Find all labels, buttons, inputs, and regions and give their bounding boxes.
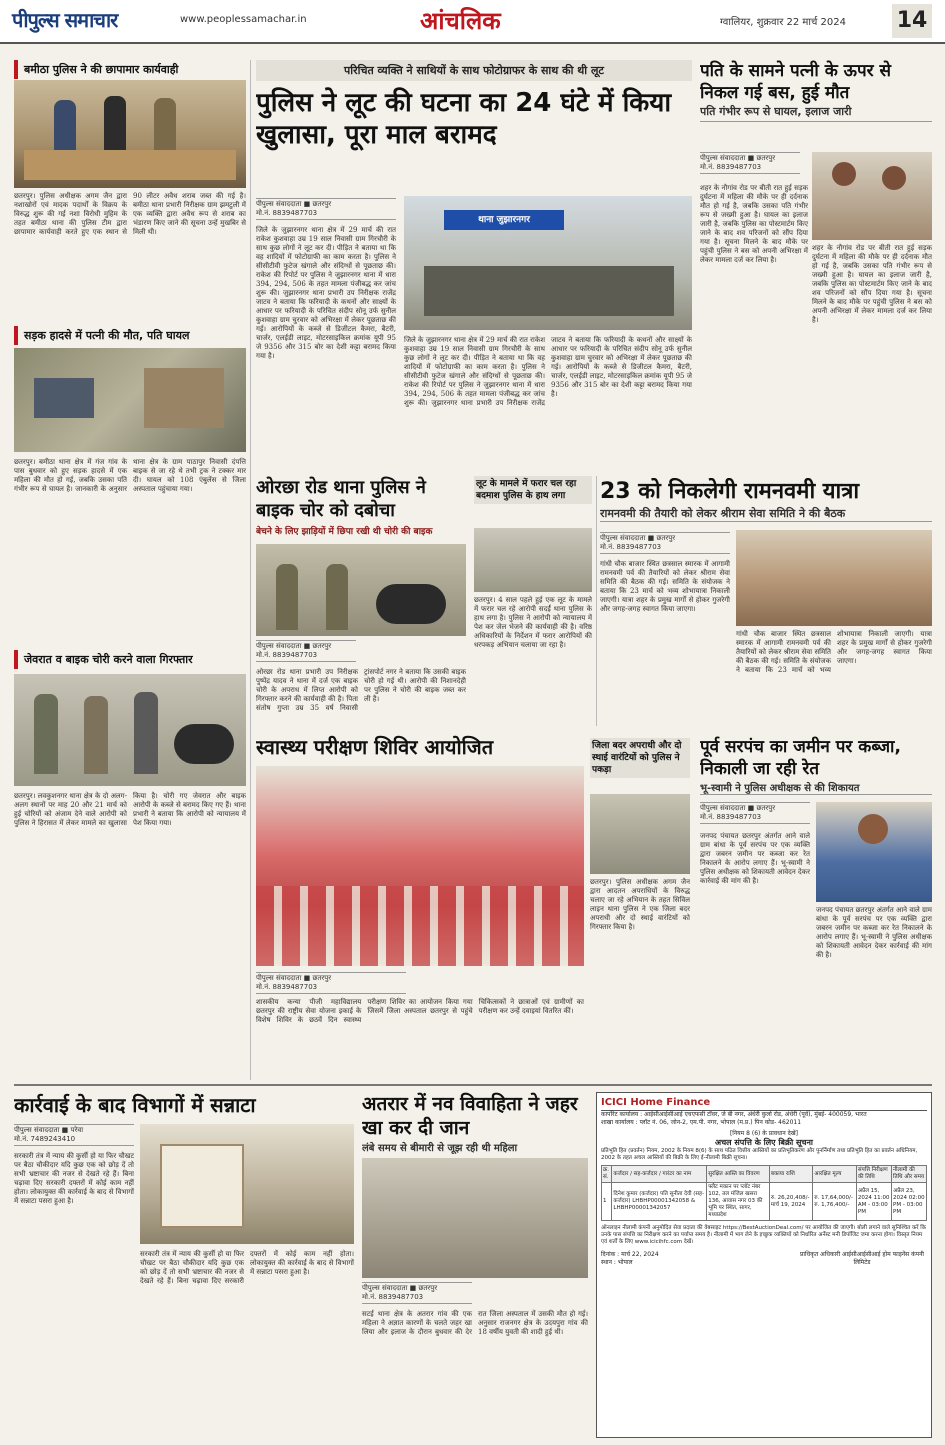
atrar-text: सटई थाना क्षेत्र के अतरार गांव की एक महिला ने अज्ञात कारणों के चलते जहर खा लिया और इलाज के दौरान बुधवार की देर रात जिला अस्पताल में उसकी मौत हो गई। अनुसार राजनगर क्षेत्र के उदयपुरा गांव की 18 वर्षीय युवती की शादी हुई थी। xyxy=(362,1310,588,1336)
col-header: नीलामी की तिथि और समय xyxy=(892,1166,927,1183)
bamitha-text: छतरपुर। पुलिस अधीक्षक अगम जैन द्वारा नशाखोरों एवं मादक पदार्थों के विक्रय के विरुद्ध शुरू की गई नशा विरोधी मुहिम के तहत बमीठा थाना की पुलिस टीम द्वारा छापामार कार्यवाही करते हुए एक स्थान से 90 लीटर अवैध शराब जब्त की गई है। बमीठा थाना प्रभारी निरीक्षक ग्राम झमटुली में एक व्यक्ति द्वारा अवैध रूप से शराब का भंडारण किए जाने की सूचना उन्हें मुखबिर से मिली थी। xyxy=(14,192,246,236)
orchha-text: ओरछा रोड थाना प्रभारी उप निरीक्षक पुष्पेंद्र यादव ने थाना में दर्ज एक बाइक चोरी के अपराध में लिप्त आरोपी को गिरफ्तार करने की कार्यवाही की है। पिता संतोष गुप्ता उम्र 35 वर्ष निवासी ट्रांसपोर्ट नगर ने बताया कि उसकी बाइक चोरी हो गई थी। आरोपी की निशानदेही पर पुलिस ने चोरी की बाइक जब्त कर ली है। xyxy=(256,668,466,712)
sarpanch-text-right: जनपद पंचायत छतरपुर अंतर्गत आने वाले ग्राम बांधा के पूर्व सरपंच पर एक व्यक्ति द्वारा जबरन जमीन पर कब्जा कर रेत निकालने के आरोप लगाए हैं। भू-स्वामी ने पुलिस अधीक्षक को शिकायती आवेदन देकर कार्रवाई की मांग की है। xyxy=(816,906,932,959)
sarpanch-byline: पीपुल्स संवाददाता ■ छतरपुर मो.नं. 8839487703 xyxy=(700,802,810,824)
ramnavami-subhead: रामनवमी की तैयारी को लेकर श्रीराम सेवा समिति ने की बैठक xyxy=(600,506,932,522)
lead-text-right: जिले के जुझारनगर थाना क्षेत्र में 29 मार्च की रात राकेश कुशवाहा उम्र 19 साल निवासी ग्राम गिरचौरी के साथ कुछ लोगों ने लूट कर दी। पीड़ित ने बताया था कि वह शादियों में फोटोग्राफी का काम करता है। पुलिस ने सीसीटीवी फुटेज खंगाले और संदिग्धों से पूछताछ की। राकेश की रिपोर्ट पर पुलिस ने जुझारनगर थाना में धारा 394, 294, 506 के तहत मामला पंजीबद्ध कर जांच शुरू की। जुझारनगर थाना प्रभारी उप निरीक्षक राजेंद्र जाटव ने बताया कि फरियादी के कथनों और साक्ष्यों के आधार पर फरियादी के परिचित संदीप सोनू उर्फ सुनील कुशवाहा ग्राम चुरवार को अभिरक्षा में लेकर पूछताछ की गई। आरोपियों के कब्जे से डिजीटल कैमरा, बैटरी, चार्जर, एलईडी लाइट, मोटरसाइकिल क्रमांक यूपी 95 जे 9356 और 315 बोर का देशी कट्टा बरामद किया गया है। xyxy=(404,336,692,407)
col-header: कर्जदार / सह-कर्जदार / गारंटर का नाम xyxy=(612,1166,707,1183)
col-header: बकाया राशि xyxy=(769,1166,812,1183)
dateline: ग्वालियर, शुक्रवार 22 मार्च 2024 xyxy=(720,17,846,28)
road-accident-text: छतरपुर। बमीठा थाना क्षेत्र में गंज गांव के पास बुधवार को हुए सड़क हादसे में एक महिला की मौत हो गई, जबकि उसका पति गंभीर रूप से घायल है। जानकारी के अनुसार थाना क्षेत्र के ग्राम पाठापुर निवासी दंपत्ति बाइक से जा रहे थे तभी ट्रक ने टक्कर मार दी। घायल को 108 एंबुलेंस से जिला अस्पताल पहुंचाया गया। xyxy=(14,458,246,493)
road-accident-story xyxy=(14,326,246,642)
zila-badar-text: छतरपुर। पुलिस अधीक्षक अगम जैन द्वारा आदतन अपराधियों के विरुद्ध चलाए जा रहे अभियान के तहत सिविल लाइन थाना पुलिस ने एक जिला बदर अपराधी और दो स्थाई वारंटियों को गिरफ्तार किया है। xyxy=(590,878,690,931)
section-title: आंचलिक xyxy=(420,7,501,35)
loot-photo xyxy=(474,528,592,592)
atrar-story xyxy=(362,1092,588,1438)
atrar-subhead: लंबे समय से बीमारी से जूझ रही थी महिला xyxy=(362,1143,518,1154)
cell-auction: अप्रैल 23, 2024 02:00 PM - 03:00 PM xyxy=(892,1183,927,1221)
lead-headline: पुलिस ने लूट की घटना का 24 घंटे में किया खुलासा, पूरा माल बरामद xyxy=(256,88,672,150)
loot-headline: लूट के मामले में फरार चल रहा बदमाश पुलिस के हाथ लगा xyxy=(474,476,592,504)
bamitha-story xyxy=(14,60,246,318)
icici-notice-title: अचल संपत्ति के लिए बिक्री सूचना xyxy=(714,1138,813,1147)
zila-badar-story xyxy=(590,738,690,1080)
bamitha-photo xyxy=(14,80,246,188)
atrar-byline: पीपुल्स संवाददाता ■ छतरपुर मो.नं. 8839487703 xyxy=(362,1282,472,1304)
karyawahi-text: सरकारी तंत्र में न्याय की कुर्सी हो या फिर चौखट पर बैठा चौकीदार यदि कुछ एक को छोड़ दें तो सभी भ्रष्टाचार की नजर से देखते रहे हैं। बिना चढ़ावा दिए सरकारी दफ्तरों में कोई काम नहीं होता। लोकायुक्त की कार्रवाई के बाद से विभागों में सन्नाटा पसरा हुआ है। xyxy=(14,1152,134,1205)
cell-property: फ्लैट मकान पर प्लॉट नंबर 102, तल मंजिल खसरा 136, आवास नगर 03 की भूमि पर स्थित, सागर, मध्यप्रदेश xyxy=(707,1183,770,1221)
icici-branch: शाखा कार्यालय : प्लॉट नं. 06, जोन-2, एम.पी. नगर, भोपाल (म.प्र.) पिन कोड- 462011 xyxy=(601,1119,802,1126)
icici-intro: प्रतिभूति हित (प्रवर्तन) नियम, 2002 के नियम 8(6) के साथ पठित वित्तीय आस्तियों का प्रतिभूतिकरण और पुनर्निर्माण तथा प्रतिभूति हित का प्रवर्तन अधिनियम, 2002 के तहत अचल आस्तियों की बिक्री के लिए ई-नीलामी बिक्री सूचना। xyxy=(601,1148,918,1161)
health-camp-text: शासकीय कन्या पीजी महाविद्यालय छतरपुर की राष्ट्रीय सेवा योजना इकाई के विशेष शिविर के छठवें दिन स्वास्थ्य परीक्षण शिविर का आयोजन किया गया जिसमें जिला अस्पताल छतरपुर से पहुंचे चिकित्सकों ने छात्राओं एवं ग्रामीणों का परीक्षण कर उन्हें दवाइयां वितरित कीं। xyxy=(256,998,584,1024)
masthead xyxy=(0,0,945,44)
road-accident-headline: सड़क हादसे में पत्नी की मौत, पति घायल xyxy=(14,326,246,345)
sarpanch-headline: पूर्व सरपंच का जमीन पर कब्जा, निकाली जा रही रेत xyxy=(700,737,901,779)
bus-subhead: पति गंभीर रूप से घायल, इलाज जारी xyxy=(700,104,932,122)
jewelry-text: छतरपुर। लवकुशनगर थाना क्षेत्र के दो अलग-अलग स्थानों पर माह 20 और 21 मार्च को हुई चोरियों को अंजाम देने वाले आरोपी को पुलिस ने हिरासत में लेकर मामले का खुलासा किया है। चोरी गए जेवरात और बाइक आरोपी के कब्जे से बरामद किए गए हैं। थाना प्रभारी ने बताया कि आरोपी को न्यायालय में पेश किया गया। xyxy=(14,792,246,827)
ramnavami-byline: पीपुल्स संवाददाता ■ छतरपुर मो.नं. 8839487703 xyxy=(600,532,730,554)
website-url[interactable]: www.peoplessamachar.in xyxy=(180,14,307,25)
ramnavami-story xyxy=(600,478,932,730)
sarpanch-photo xyxy=(816,802,932,902)
ramnavami-text-right: गांधी चौक बाजार स्थित छत्रसाल स्मारक में आगामी रामनवमी पर्व की तैयारियों को लेकर श्रीराम सेवा समिति की बैठक की गई। समिति के संयोजक ने बताया कि 23 मार्च को भव्य शोभायात्रा निकाली जाएगी। यात्रा शहर के प्रमुख मार्गों से होकर गुजरेगी और जगह-जगह स्वागत किया जाएगा। xyxy=(736,630,932,674)
icici-date: दिनांक : मार्च 22, 2024 xyxy=(601,1251,659,1258)
health-camp-photo xyxy=(256,766,584,966)
lead-story xyxy=(256,60,692,470)
lead-photo xyxy=(404,196,692,330)
orchha-byline: पीपुल्स संवाददाता ■ छतरपुर मो.नं. 8839487703 xyxy=(256,640,356,662)
orchha-photo xyxy=(256,544,466,636)
icici-rule: [नियम 8 (6) के प्रावधान देखें] xyxy=(729,1130,799,1137)
bus-photo xyxy=(812,152,932,240)
icici-table-header xyxy=(602,1166,927,1183)
lead-byline: पीपुल्स संवाददाता ■ छतरपुर मो.नं. 8839487703 xyxy=(256,198,396,220)
icici-table xyxy=(601,1165,927,1221)
icici-logo: ICICI Home Finance xyxy=(601,1097,927,1111)
loot-story xyxy=(474,476,592,726)
health-camp-headline: स्वास्थ्य परीक्षण शिविर आयोजित xyxy=(256,735,494,759)
zila-badar-photo xyxy=(590,794,690,874)
jewelry-photo xyxy=(14,674,246,786)
sarpanch-story xyxy=(700,736,932,1076)
ramnavami-text: गांधी चौक बाजार स्थित छत्रसाल स्मारक में आगामी रामनवमी पर्व की तैयारियों को लेकर श्रीराम सेवा समिति की बैठक की गई। समिति के संयोजक ने बताया कि 23 मार्च को भव्य शोभायात्रा निकाली जाएगी। यात्रा शहर के प्रमुख मार्गों से होकर गुजरेगी और जगह-जगह स्वागत किया जाएगा। xyxy=(600,560,730,613)
bamitha-headline: बमीठा पुलिस ने की छापामार कार्यवाही xyxy=(14,60,246,79)
karyawahi-byline: पीपुल्स संवाददाता ■ परेवा मो.नं. 7489243410 xyxy=(14,1124,134,1146)
table-row xyxy=(602,1183,927,1221)
cell-reserve: रु. 17,64,000/- रु. 1,76,400/- xyxy=(813,1183,857,1221)
col-header: सुरक्षित आस्ति का विवरण xyxy=(707,1166,770,1183)
health-camp-byline: पीपुल्स संवाददाता ■ छतरपुर मो.नं. 8839487703 xyxy=(256,972,406,994)
cell-borrower: दिनेश कुमार (कर्जदार) पति सुनीता देवी (सह-कर्जदार) LHBHP00001342058 & LHBHP00001342057 xyxy=(612,1183,707,1221)
icici-place: स्थान : भोपाल xyxy=(601,1259,633,1266)
ramnavami-photo xyxy=(736,530,932,626)
atrar-headline: अतरार में नव विवाहिता ने जहर खा कर दी जान xyxy=(362,1093,578,1139)
karyawahi-text-right: सरकारी तंत्र में न्याय की कुर्सी हो या फिर चौखट पर बैठा चौकीदार यदि कुछ एक को छोड़ दें तो सभी भ्रष्टाचार की नजर से देखते रहे हैं। बिना चढ़ावा दिए सरकारी दफ्तरों में कोई काम नहीं होता। लोकायुक्त की कार्रवाई के बाद से विभागों में सन्नाटा पसरा हुआ है। xyxy=(140,1250,354,1285)
karyawahi-headline: कार्रवाई के बाद विभागों में सन्नाटा xyxy=(14,1093,256,1117)
col-header: संपत्ति निरीक्षण की तिथि xyxy=(856,1166,891,1183)
icici-notice xyxy=(596,1092,932,1438)
lead-kicker: परिचित व्यक्ति ने साथियों के साथ फोटोग्राफर के साथ की थी लूट xyxy=(256,60,692,81)
col-header: आरक्षित मूल्य xyxy=(813,1166,857,1183)
health-camp-story xyxy=(256,734,584,1080)
bus-byline: पीपुल्स संवाददाता ■ छतरपुर मो.नं. 8839487703 xyxy=(700,152,800,174)
bus-text-right: शहर के नौगांव रोड पर बीती रात हुई सड़क दुर्घटना में महिला की मौके पर ही दर्दनाक मौत हो गई है, जबकि उसका पति गंभीर रूप से जख्मी हुआ है। घायल का इलाज जारी है, जबकि पुलिस का पोस्टमार्टम किए जाने के बाद शव परिजनों को सौंप दिया गया है। सूचना मिलने के बाद मौके पर पहुंची पुलिस ने बस को अपनी अभिरक्षा में लेकर मामला दर्ज कर लिया है। xyxy=(812,244,932,324)
orchha-headline: ओरछा रोड थाना पुलिस ने बाइक चोर को दबोचा xyxy=(256,477,426,521)
orchha-story xyxy=(256,476,466,726)
orchha-subhead: बेचने के लिए झाड़ियों में छिपा रखी थी चोरी की बाइक xyxy=(256,527,433,537)
jewelry-story xyxy=(14,650,246,1080)
cell-due: रु. 26,20,408/- मार्च 19, 2024 xyxy=(769,1183,812,1221)
lead-text-left: जिले के जुझारनगर थाना क्षेत्र में 29 मार्च की रात राकेश कुशवाहा उम्र 19 साल निवासी ग्राम गिरचौरी के साथ कुछ लोगों ने लूट कर दी। पीड़ित ने बताया था कि वह शादियों में फोटोग्राफी का काम करता है। पुलिस ने सीसीटीवी फुटेज खंगाले और संदिग्धों से पूछताछ की। राकेश की रिपोर्ट पर पुलिस ने जुझारनगर थाना में धारा 394, 294, 506 के तहत मामला पंजीबद्ध कर जांच शुरू की। जुझारनगर थाना प्रभारी उप निरीक्षक राजेंद्र जाटव ने बताया कि फरियादी के कथनों और साक्ष्यों के आधार पर फरियादी के परिचित संदीप सोनू उर्फ सुनील कुशवाहा ग्राम चुरवार को अभिरक्षा में लेकर पूछताछ की गई। आरोपियों के कब्जे से डिजीटल कैमरा, बैटरी, चार्जर, एलईडी लाइट, मोटरसाइकिल क्रमांक यूपी 95 जे 9356 और 315 बोर का देशी कट्टा बरामद किया गया है। xyxy=(256,226,396,360)
cell-inspection: अप्रैल 15, 2024 11:00 AM - 03:00 PM xyxy=(856,1183,891,1221)
icici-terms: ऑनलाइन नीलामी कंपनी अनुमोदित सेवा प्रदाता की वेबसाइट https://BestAuctionDeal.com/ पर आयोजित की जाएगी। बोली लगाने वाले सुनिश्चित करें कि उनके पास संपत्ति का निरीक्षण करने का पर्याप्त समय है। नीलामी में भाग लेने के इच्छुक व्यक्तियों को निर्धारित अर्नेस्ट मनी डिपॉजिट जमा करना होगा। विस्तृत नियम एवं शर्तों के लिए www.icicihfc.com देखें। xyxy=(601,1225,926,1245)
karyawahi-photo xyxy=(140,1124,354,1244)
jewelry-headline: जेवरात व बाइक चोरी करने वाला गिरफ्तार xyxy=(14,650,246,669)
road-accident-photo xyxy=(14,348,246,452)
ramnavami-headline: 23 को निकलेगी रामनवमी यात्रा xyxy=(600,479,860,504)
col-header: क्र. सं. xyxy=(602,1166,612,1183)
icici-signatory: प्राधिकृत अधिकारी आईसीआईसीआई होम फाइनेंस कंपनी लिमिटेड xyxy=(800,1251,924,1266)
page-number: 14 xyxy=(892,4,932,38)
loot-text: छतरपुर। 4 साल पहले हुई एक लूट के मामले में फरार चल रहे आरोपी सदर्ई थाना पुलिस के हाथ लगा है। पुलिस ने आरोपी को न्यायालय में पेश कर जेल भेजने की कार्यवाही की है। वरिष्ठ अधिकारियों के निर्देशन में फरार आरोपियों की धरपकड़ अभियान चलाया जा रहा है। xyxy=(474,596,592,649)
paper-logo: पीपुल्स समाचार xyxy=(12,8,118,32)
sarpanch-subhead: भू-स्वामी ने पुलिस अधीक्षक से की शिकायत xyxy=(700,780,932,795)
sarpanch-text: जनपद पंचायत छतरपुर अंतर्गत आने वाले ग्राम बांधा के पूर्व सरपंच पर एक व्यक्ति द्वारा जबरन जमीन पर कब्जा कर रेत निकालने के आरोप लगाए हैं। भू-स्वामी ने पुलिस अधीक्षक को शिकायती आवेदन देकर कार्रवाई की मांग की है। xyxy=(700,832,810,885)
bus-text: शहर के नौगांव रोड पर बीती रात हुई सड़क दुर्घटना में महिला की मौके पर ही दर्दनाक मौत हो गई है, जबकि उसका पति गंभीर रूप से जख्मी हुआ है। घायल का इलाज जारी है, जबकि पुलिस का पोस्टमार्टम किए जाने के बाद शव परिजनों को सौंप दिया गया है। सूचना मिलने के बाद मौके पर पहुंची पुलिस ने बस को अपनी अभिरक्षा में लेकर मामला दर्ज कर लिया है। xyxy=(700,184,808,264)
icici-office: कार्पोरेट कार्यालय : आईसीआईसीआई एचएफसी टॉवर, जे बी नगर, अंधेरी कुर्ला रोड, अंधेरी (पूर्व), मुंबई- 400059, भारत xyxy=(601,1111,867,1118)
zila-badar-headline: जिला बदर अपराधी और दो स्थाई वारंटियों को पुलिस ने पकड़ा xyxy=(590,738,690,778)
bus-story xyxy=(700,60,932,472)
lead-station-sign: थाना जुझारनगर xyxy=(478,215,530,225)
cell-sr: 1 xyxy=(602,1183,612,1221)
bus-headline: पति के सामने पत्नी के ऊपर से निकल गई बस, हुई मौत xyxy=(700,61,892,103)
atrar-photo xyxy=(362,1158,588,1278)
karyawahi-story xyxy=(14,1092,354,1438)
